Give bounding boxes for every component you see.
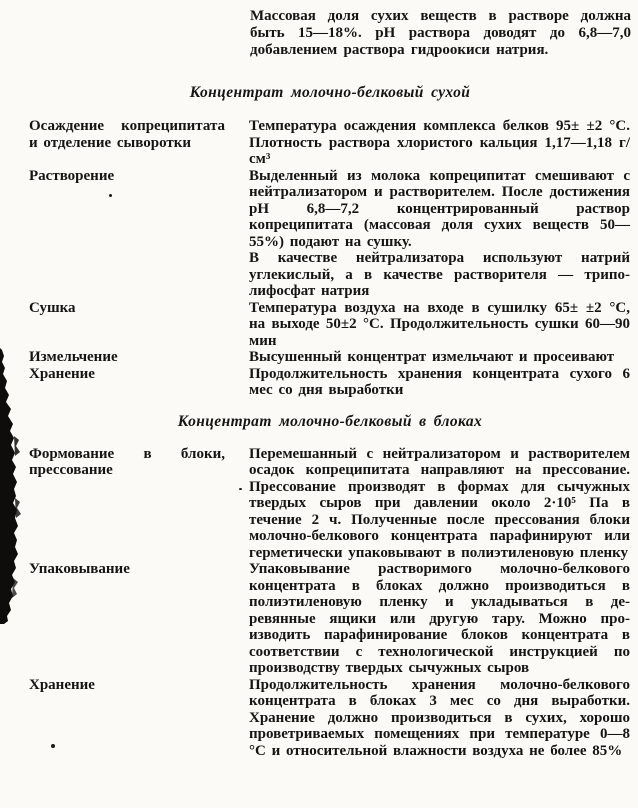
process-term: Хранение: [29, 676, 95, 693]
description-paragraph: Продолжительность хранения концентрата сухого 6 мес со дня выработки: [249, 365, 630, 398]
process-row-storage-dry: [29, 366, 638, 399]
process-term: Растворение: [29, 167, 115, 184]
process-row-molding-pressing: [29, 446, 638, 562]
section-heading-dry-concentrate: Концентрат молочно-белковый сухой: [189, 84, 471, 101]
description-paragraph: В качестве нейтрализатора используют натрий углекислый, а в качестве растворителя — триполифосфат натрия: [249, 250, 630, 299]
description-paragraph: Продолжительность хранения молочно-белкового концентрата в блоках 3 мес со дня выработки. Хранение должно производиться в сухих, хорошо проветриваемых помещениях при температуре 0—8 °С и относительной влажности воздуха не более 85%: [249, 676, 630, 759]
description-paragraph: Упаковывание растворимого молочно-белкового концентрата в блоках должно производиться в полиэтиленовую пленку и укладываться в деревянные ящики или другую тару. Можно производить парафинирование блоков концентрата в соответствии с технологической инструкцией по производству твердых сычужных сыров: [249, 561, 630, 676]
process-description: [249, 300, 630, 350]
process-description: [249, 561, 630, 677]
process-term: Измельчение: [29, 349, 118, 365]
process-term: Формование в блоки, прессование: [29, 445, 225, 478]
process-description: [249, 446, 630, 562]
process-description: [249, 677, 630, 760]
ink-speck: [51, 744, 55, 748]
scan-artifact-blob: [0, 348, 24, 624]
description-paragraph: Температура осаждения комплекса белков 95± ±2 °С. Плотность раствора хлористого кальция 1,17—1,18 г/см³: [249, 118, 630, 167]
process-term: Сушка: [29, 299, 76, 316]
process-term: Упаковывание: [29, 561, 130, 577]
process-description: [249, 168, 630, 300]
description-paragraph: Высушенный концентрат измельчают и просеивают: [249, 349, 615, 365]
ink-speck: [109, 194, 112, 197]
process-description: [249, 349, 630, 366]
process-term: Осаждение копреципитата и отделение сыворотки: [29, 118, 225, 151]
process-row-grinding: [29, 349, 638, 366]
description-paragraph: Температура воздуха на входе в сушилку 65± ±2 °С, на выходе 50±2 °С. Продолжительность сушки 60—90 мин: [249, 299, 630, 349]
process-row-packaging: [29, 561, 638, 677]
intro-paragraph: Массовая доля сухих веществ в растворе должна быть 15—18%. рН раствора доводят до 6,8—7,0 добавлением раствора гидроокиси натрия.: [250, 8, 631, 58]
process-row-dissolving: [29, 168, 638, 300]
process-description: [249, 366, 630, 399]
process-row-precipitation: [29, 118, 638, 168]
ink-speck: [239, 488, 242, 490]
description-paragraph: Выделенный из молока копреципитат смешивают с нейтрализатором и растворителем. После достижения рН 6,8—7,2 концентрированный раствор копреципитата (массовая доля сухих веществ 50—55%) подают на сушку.: [249, 167, 630, 250]
process-description: [249, 118, 630, 168]
process-row-drying: [29, 300, 638, 350]
description-paragraph: Перемешанный с нейтрализатором и растворителем осадок копреципитата направляют на прессование. Прессование производят в формах для сычужных твердых сыров при давлении около 2·10⁵ Па в течение 2 ч. Полученные после прессования блоки молочно-белкового концентрата парафинируют или герметически упаковывают в полиэтиленовую пленку: [249, 445, 630, 561]
process-row-storage-blocks: [29, 677, 638, 760]
section-heading-block-concentrate: Концентрат молочно-белковый в блоках: [177, 412, 483, 430]
process-term: Хранение: [29, 365, 95, 382]
